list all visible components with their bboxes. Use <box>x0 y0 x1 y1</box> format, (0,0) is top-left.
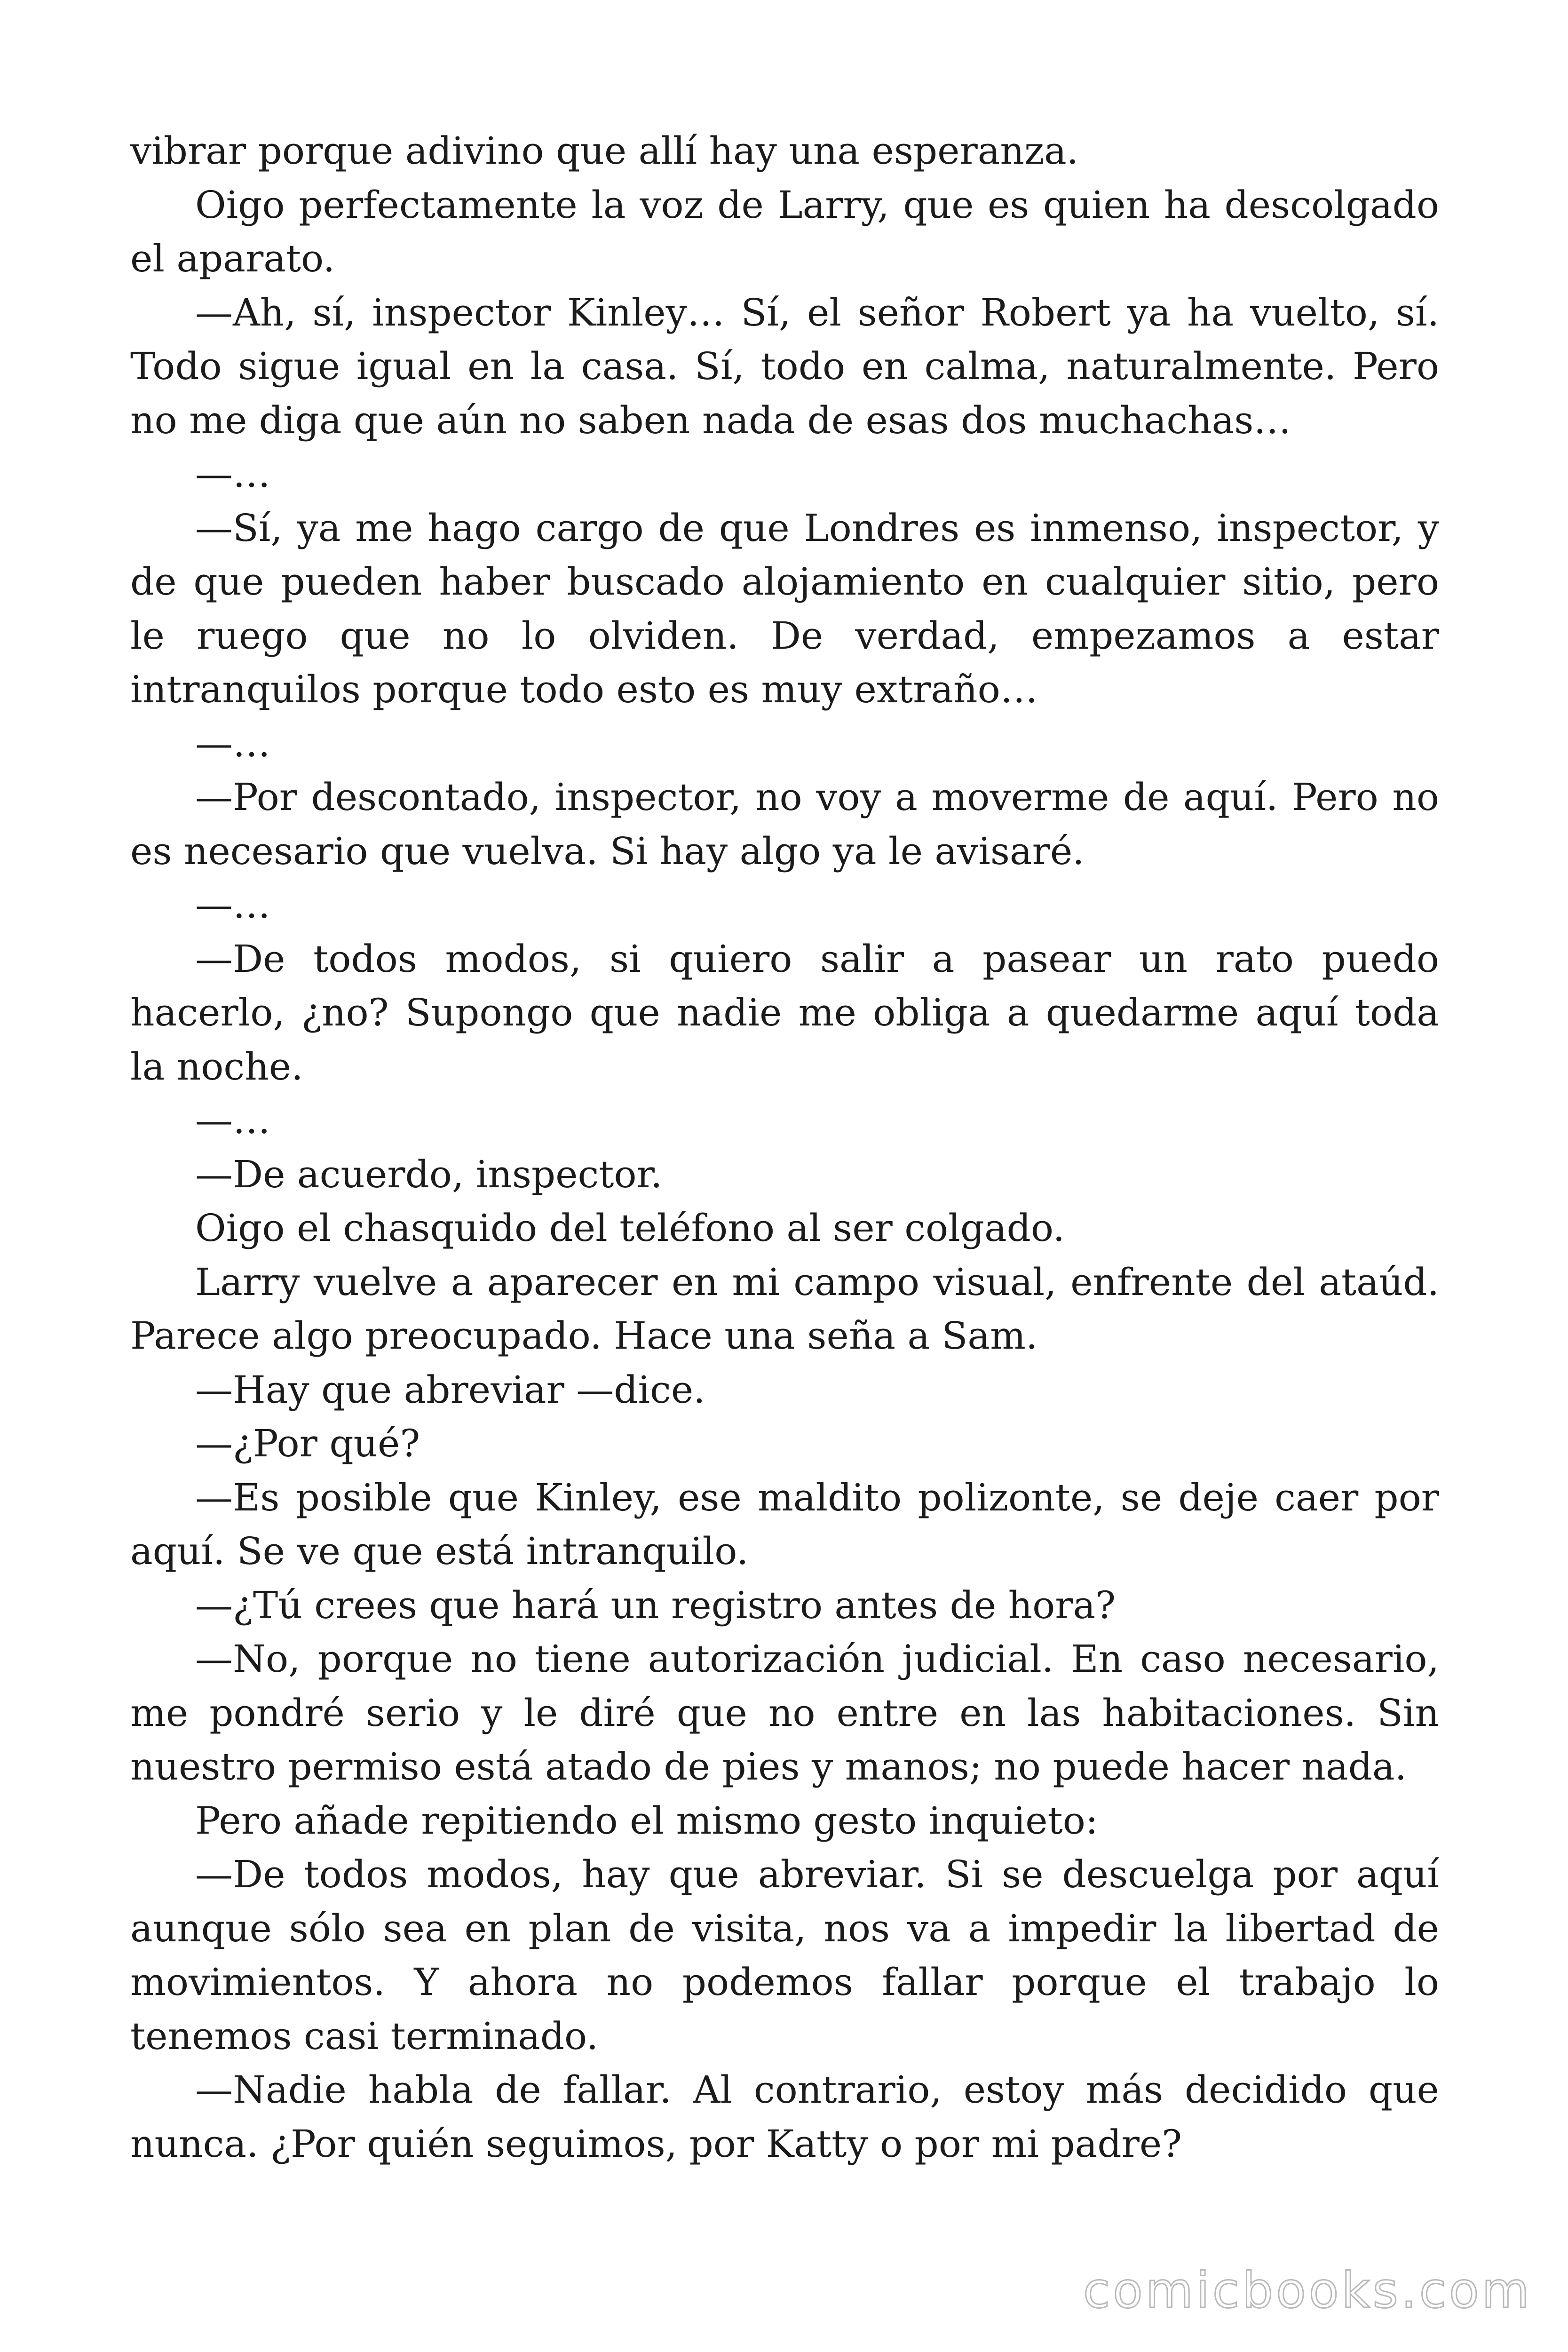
paragraph: —De todos modos, hay que abreviar. Si se descuelga por aquí aunque sólo sea en plan de visita, nos va a impedir la libertad de movimientos. Y ahora no podemos fallar porque el trabajo lo tenemos casi terminado. <box>130 1852 1439 2058</box>
paragraph: Pero añade repitiendo el mismo gesto inquieto: <box>195 1798 1098 1843</box>
paragraph: —De todos modos, si quiero salir a pasear un rato puedo hacerlo, ¿no? Supongo que nadie me obliga a quedarme aquí toda la noche. <box>130 937 1439 1089</box>
paragraph: —Sí, ya me hago cargo de que Londres es inmenso, inspector, y de que pueden haber buscado alojamiento en cualquier sitio, pero le ruego que no lo olviden. De verdad, empezamos a estar intranquilos porque todo esto es muy extraño… <box>130 506 1439 711</box>
paragraph: —¿Por qué? <box>195 1422 420 1465</box>
paragraph: —¿Tú crees que hará un registro antes de hora? <box>195 1583 1116 1627</box>
paragraph: Oigo el chasquido del teléfono al ser colgado. <box>195 1206 1065 1250</box>
paragraph: vibrar porque adivino que allí hay una esperanza. <box>130 129 1079 173</box>
paragraph: —Nadie habla de fallar. Al contrario, estoy más decidido que nunca. ¿Por quién seguimos, por Katty o por mi padre? <box>130 2068 1439 2166</box>
paragraph: —… <box>195 883 270 927</box>
paragraph: —De acuerdo, inspector. <box>195 1152 663 1196</box>
paragraph: —… <box>195 1098 270 1142</box>
paragraph: —Por descontado, inspector, no voy a moverme de aquí. Pero no es necesario que vuelva. Si hay algo ya le avisaré. <box>130 775 1439 873</box>
watermark: comicbooks.com <box>1083 2262 1532 2319</box>
paragraph: —Es posible que Kinley, ese maldito polizonte, se deje caer por aquí. Se ve que está intranquilo. <box>130 1475 1439 1573</box>
paragraph: Oigo perfectamente la voz de Larry, que es quien ha descolgado el aparato. <box>130 183 1439 280</box>
paragraph: —Ah, sí, inspector Kinley… Sí, el señor Robert ya ha vuelto, sí. Todo sigue igual en la casa. Sí, todo en calma, naturalmente. Pero no me diga que aún no saben nada de esas dos muchachas… <box>130 290 1439 442</box>
paragraph: —Hay que abreviar —dice. <box>195 1367 705 1412</box>
paragraph: —No, porque no tiene autorización judicial. En caso necesario, me pondré serio y le diré que no entre en las habitaciones. Sin nuestro permiso está atado de pies y manos; no puede hacer nada. <box>130 1637 1439 1788</box>
paragraph: Larry vuelve a aparecer en mi campo visual, enfrente del ataúd. Parece algo preocupado. Hace una seña a Sam. <box>130 1260 1439 1358</box>
paragraph: —… <box>195 721 270 765</box>
body-text <box>130 124 1439 2171</box>
paragraph: —… <box>195 452 270 496</box>
